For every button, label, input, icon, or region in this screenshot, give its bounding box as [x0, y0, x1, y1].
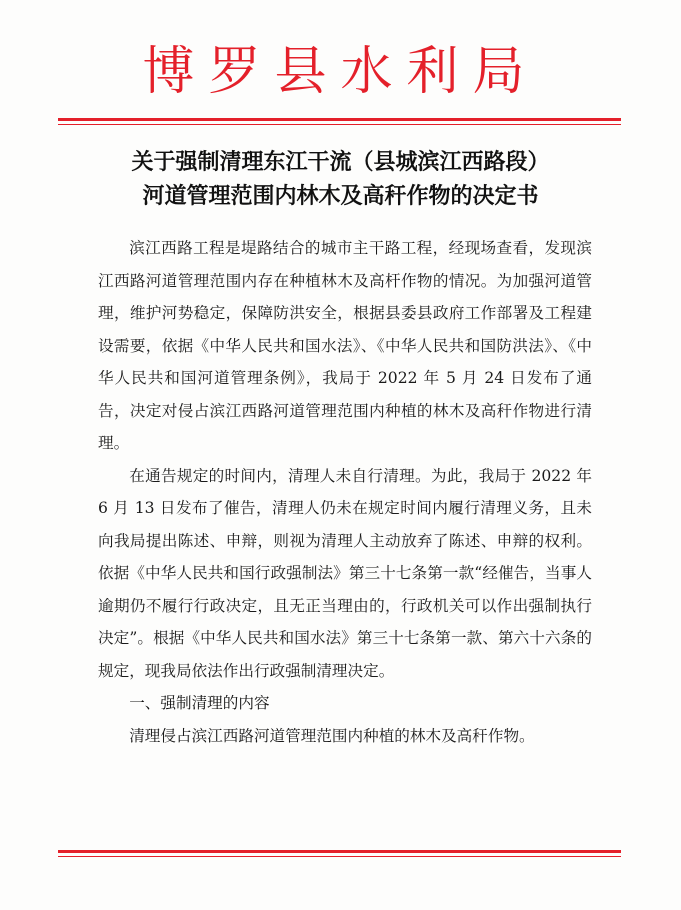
document-body: [98, 232, 592, 752]
organization-header: 博罗县水利局: [142, 42, 539, 102]
body-paragraph-1: 滨江西路工程是堤路结合的城市主干路工程，经现场查看，发现滨江西路河道管理范围内存在种植林木及高杆作物的情况。为加强河道管理，维护河势稳定，保障防洪安全，根据县委县政府工作部署及工程建设需要，依据《中华人民共和国水法》、《中华人民共和国防洪法》、《中华人民共和国河道管理条例》，我局于 2022 年 5 月 24 日发布了通告，决定对侵占滨江西路河道管理范围内种植的林木及高秆作物进行清理。: [98, 239, 592, 452]
footer-divider-thin: [58, 856, 621, 857]
section-heading-1: 一、强制清理的内容: [129, 694, 270, 712]
document-title-line-1: 关于强制清理东江干流（县城滨江西路段）: [131, 150, 550, 175]
document-title: [60, 146, 621, 214]
footer-divider-thick: [58, 850, 621, 853]
header-divider-thin: [58, 124, 621, 125]
section-1-text: 清理侵占滨江西路河道管理范围内种植的林木及高秆作物。: [129, 726, 535, 745]
header-divider-thick: [58, 118, 621, 121]
body-paragraph-2: 在通告规定的时间内，清理人未自行清理。为此，我局于 2022 年 6 月 13 日发布了催告，清理人仍未在规定时间内履行清理义务，且未向我局提出陈述、申辩，则视为清理人主动放弃了陈述、申辩的权利。依据《中华人民共和国行政强制法》第三十七条第一款“经催告，当事人逾期仍不履行行政决定，且无正当理由的，行政机关可以作出强制执行决定”。根据《中华人民共和国水法》第三十七条第一款、第六十六条的规定，现我局依法作出行政强制清理决定。: [98, 466, 592, 680]
document-title-line-2: 河道管理范围内林木及高秆作物的决定书: [142, 184, 539, 209]
